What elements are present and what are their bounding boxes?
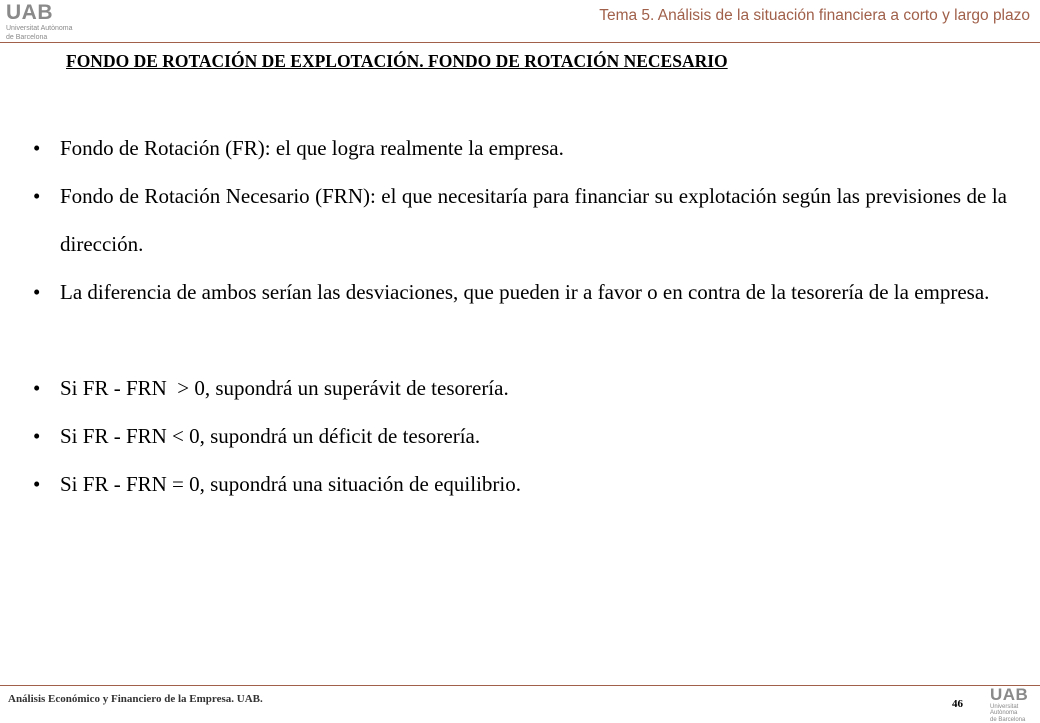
uab-logo-footer: [990, 686, 1040, 723]
bullet-text: Fondo de Rotación (FR): el que logra realmente la empresa.: [60, 136, 564, 160]
uab-logo-subtitle-1: Universitat Autònoma: [6, 25, 73, 32]
uab-logo-header: [6, 2, 73, 41]
bullet-item: [33, 364, 1007, 412]
uab-logo-subtitle-2: de Barcelona: [990, 717, 1026, 723]
bullet-text: Si FR - FRN = 0, supondrá una situación de equilibrio.: [60, 472, 521, 496]
bullet-item: [33, 460, 1007, 508]
bullet-text: La diferencia de ambos serían las desviaciones, que pueden ir a favor o en contra de la tesorería de la empresa.: [60, 280, 990, 304]
header-divider: [0, 42, 1040, 43]
slide-heading: FONDO DE ROTACIÓN DE EXPLOTACIÓN. FONDO DE ROTACIÓN NECESARIO: [66, 51, 728, 71]
uab-logo-subtitle-1: Universitat Autònoma: [990, 704, 1019, 716]
footer-text: Análisis Económico y Financiero de la Empresa. UAB.: [8, 693, 263, 705]
bullet-dot: •: [33, 136, 41, 160]
bullet-text: Si FR - FRN < 0, supondrá un déficit de tesorería.: [60, 424, 481, 448]
bullet-item: [33, 268, 1007, 316]
bullet-dot: •: [33, 184, 41, 208]
bullet-dot: •: [33, 424, 41, 448]
bullet-text: Si FR - FRN > 0, supondrá un superávit de tesorería.: [60, 376, 509, 400]
bullet-item: [33, 124, 1007, 172]
bullet-item: [33, 412, 1007, 460]
bullet-dot: •: [33, 280, 41, 304]
header-title: Tema 5. Análisis de la situación financiera a corto y largo plazo: [599, 7, 1030, 24]
page-number: 46: [952, 698, 963, 710]
bullet-dot: •: [33, 376, 41, 400]
uab-logo-mark: UAB: [990, 685, 1029, 704]
uab-logo-subtitle-2: de Barcelona: [6, 34, 48, 41]
footer-divider: [0, 685, 1040, 686]
bullet-dot: •: [33, 472, 41, 496]
bullet-list: [33, 124, 1007, 508]
bullet-item: [33, 172, 1007, 268]
bullet-text: Fondo de Rotación Necesario (FRN): el que necesitaría para financiar su explotación según las previsiones de la dirección.: [60, 184, 1007, 256]
uab-logo-mark: UAB: [6, 1, 53, 24]
